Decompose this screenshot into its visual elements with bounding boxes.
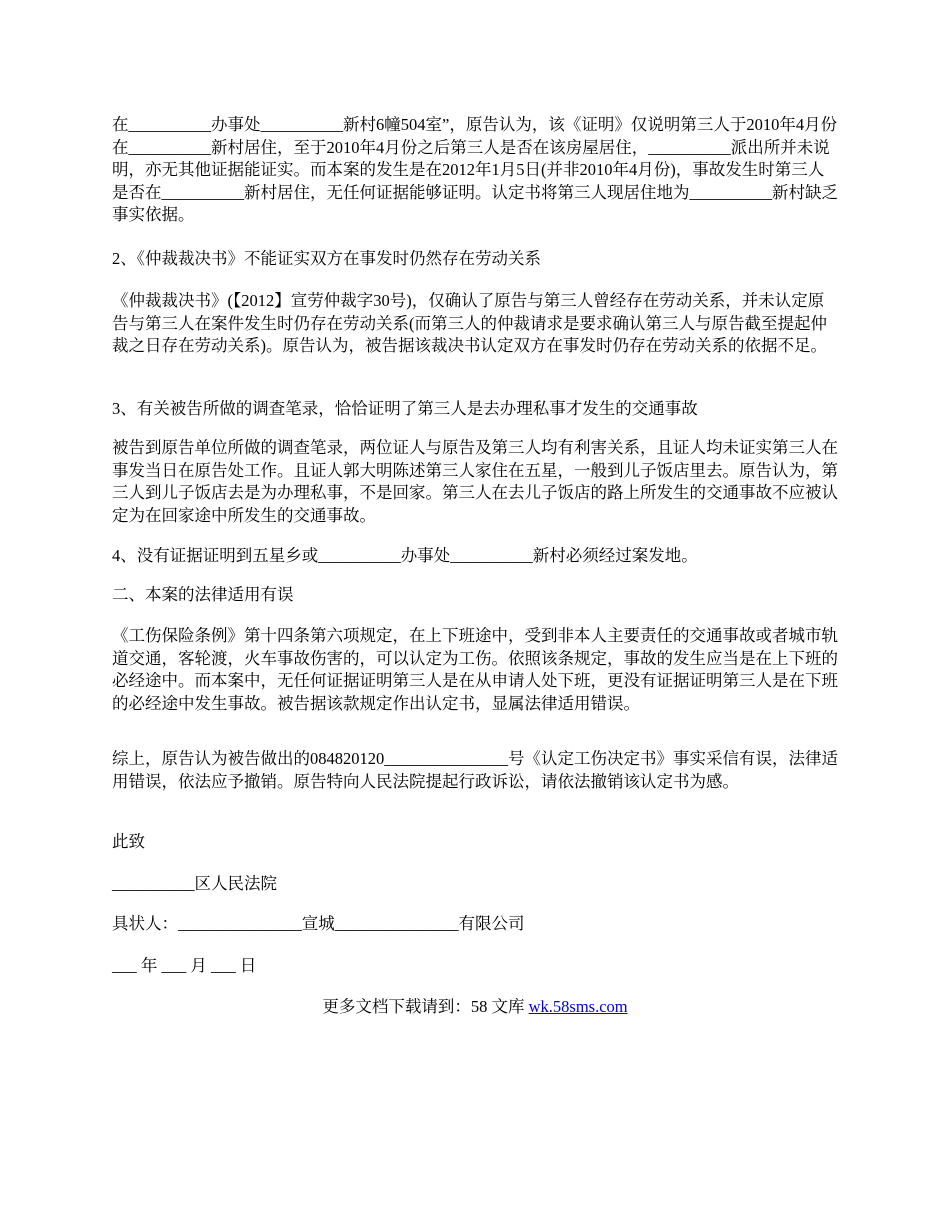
heading-route-evidence: 4、没有证据证明到五星乡或__________办事处__________新村必须经过案发地。 <box>112 546 698 565</box>
closing-salutation: 此致 <box>112 832 145 851</box>
court-name: __________区人民法院 <box>112 874 277 893</box>
paragraph-law-application: 《工伤保险条例》第十四条第六项规定，在上下班途中，受到非本人主要责任的交通事故或者城市轨道交通，客轮渡，火车事故伤害的，可以认定为工伤。依照该条规定，事故的发生应当是在上下班的必经途中。而本案中，无任何证据证明第三人是在从申请人处下班，更没有证据证明第三人是在下班的必经途中发生事故。被告据该款规定作出认定书，显属法律适用错误。 <box>112 626 838 713</box>
footer-link[interactable]: wk.58sms.com <box>528 997 628 1016</box>
plaintiff-signature-line: 具状人：_______________宣城_______________有限公司 <box>112 914 525 933</box>
paragraph-investigation-record: 被告到原告单位所做的调查笔录，两位证人与原告及第三人均有利害关系，且证人均未证实第三人在事发当日在原告处工作。且证人郭大明陈述第三人家住在五星，一般到儿子饭店里去。原告认为，第三人到儿子饭店去是为办理私事，不是回家。第三人在去儿子饭店的路上所发生的交通事故不应被认定为在回家途中所发生的交通事故。 <box>112 438 838 525</box>
heading-investigation-record: 3、有关被告所做的调查笔录，恰恰证明了第三人是去办理私事才发生的交通事故 <box>112 399 698 418</box>
paragraph-arbitration-award: 《仲裁裁决书》(【2012】宣劳仲裁字30号)，仅确认了原告与第三人曾经存在劳动关系，并未认定原告与第三人在案件发生时仍存在劳动关系(而第三人的仲裁请求是要求确认第三人与原告截至提起仲裁之日存在劳动关系)。原告认为，被告据该裁决书认定双方在事发时仍存在劳动关系的依据不足。 <box>112 291 827 355</box>
footer-prefix: 更多文档下载请到：58 文库 <box>322 997 529 1016</box>
paragraph-residence-evidence: 在__________办事处__________新村6幢504室”，原告认为，该《证明》仅说明第三人于2010年4月份在__________新村居住，至于2010年4月份之后第三人是否在该房屋居住，__________派出所并未说明，亦无其他证据能证实。而本案的发生是在2012年1月5日(并非2010年4月份)，事故发生时第三人是否在__________新村居住，无任何证据能够证明。认定书将第三人现居住地为__________新村缺乏事实依据。 <box>112 115 838 224</box>
heading-law-application: 二、本案的法律适用有误 <box>112 585 294 604</box>
paragraph-conclusion: 综上，原告认为被告做出的084820120_______________号《认定工伤决定书》事实采信有误，法律适用错误，依法应予撤销。原告特向人民法院提起行政诉讼，请依法撤销该认定书为感。 <box>112 749 838 791</box>
download-footer <box>0 996 950 1018</box>
date-line: ___ 年 ___ 月 ___ 日 <box>112 956 257 975</box>
heading-arbitration-award: 2、《仲裁裁决书》不能证实双方在事发时仍然存在劳动关系 <box>112 249 541 268</box>
